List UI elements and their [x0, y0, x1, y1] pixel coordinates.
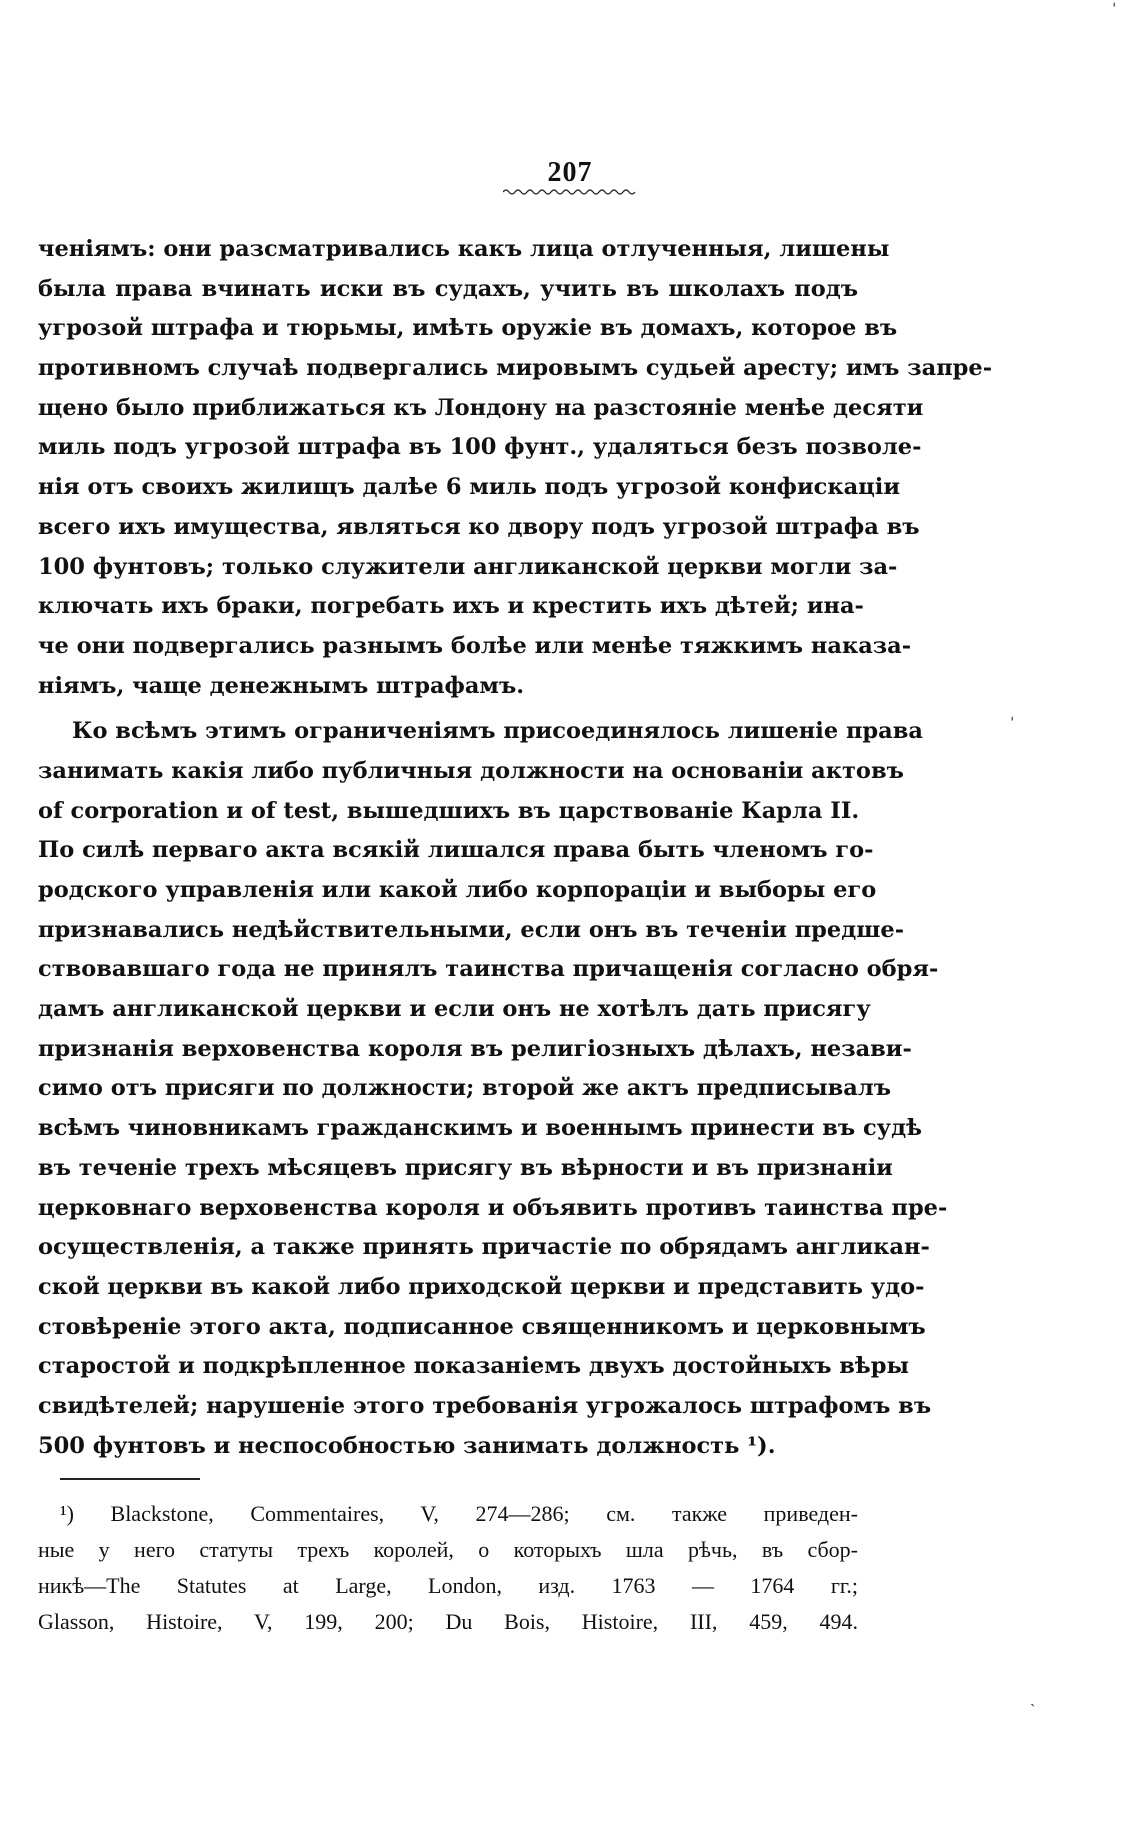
paragraph-line: дамъ англиканской церкви и если онъ не хотѣлъ дать присягу [38, 996, 871, 1023]
page-header [0, 158, 1140, 196]
footnote-line: ные у него статуты трехъ королей, о которыхъ шла рѣчь, въ сбор- [38, 1537, 858, 1562]
footnote-divider [60, 1478, 200, 1480]
paragraph-line: of corporation и of test, вышедшихъ въ царствованіе Карла II. [38, 797, 860, 824]
paragraph-line: миль подъ угрозой штрафа въ 100 фунт., удаляться безъ позволе- [38, 434, 922, 461]
body-text [38, 230, 993, 1466]
paragraph-line: свидѣтелей; нарушеніе этого требованія угрожалось штрафомъ въ [38, 1392, 932, 1419]
paragraph-line: занимать какія либо публичныя должности на основаніи актовъ [38, 757, 904, 784]
paragraph-line: ніямъ, чаще денежнымъ штрафамъ. [38, 672, 525, 699]
paragraph-line: угрозой штрафа и тюрьмы, имѣть оружіе въ домахъ, которое въ [38, 315, 898, 342]
paragraph-line: 500 фунтовъ и неспособностью занимать должность ¹). [38, 1432, 776, 1459]
paragraph-line: Ко всѣмъ этимъ ограниченіямъ присоединялось лишеніе права [72, 718, 923, 745]
paragraph-line: всего ихъ имущества, являться ко двору подъ угрозой штрафа въ [38, 513, 920, 540]
paragraph-line: осуществленія, а также принять причастіе по обрядамъ англикан- [38, 1234, 930, 1261]
paragraph-line: признавались недѣйствительными, если онъ въ теченіи предше- [38, 916, 905, 943]
paragraph-line: старостой и подкрѣпленное показаніемъ двухъ достойныхъ вѣры [38, 1353, 910, 1380]
scan-mark: ˏ [1030, 1688, 1036, 1707]
footnote-line: никѣ—The Statutes at Large, London, изд. 1763 — 1764 гг.; [38, 1573, 858, 1598]
paragraph-line: была права вчинать иски въ судахъ, учить въ школахъ подъ [38, 275, 858, 302]
paragraph-line: че они подвергались разнымъ болѣе или менѣе тяжкимъ наказа- [38, 632, 912, 659]
wavy-rule-ornament [503, 188, 637, 196]
scan-mark: ˈ [1010, 714, 1015, 733]
paragraph-line: противномъ случаѣ подвергались мировымъ судьей аресту; имъ запре- [38, 355, 993, 382]
paragraph-line: щено было приближаться къ Лондону на разстояніе менѣе десяти [38, 394, 924, 421]
paragraph-line: 100 фунтовъ; только служители англиканской церкви могли за- [38, 553, 898, 580]
paragraph-line: ской церкви въ какой либо приходской церкви и представить удо- [38, 1273, 925, 1300]
paragraph-line: ченіямъ: они разсматривались какъ лица отлученныя, лишены [38, 236, 890, 262]
paragraph-line: всѣмъ чиновникамъ гражданскимъ и военнымъ принести въ судѣ [38, 1115, 922, 1142]
paragraph-line: родского управленія или какой либо корпораціи и выборы его [38, 877, 877, 903]
paragraph-line: въ теченіе трехъ мѣсяцевъ присягу въ вѣрности и въ признаніи [38, 1154, 893, 1181]
footnote-line: Glasson, Histoire, V, 199, 200; Du Bois, Histoire, III, 459, 494. [38, 1609, 858, 1634]
paragraph-line: симо отъ присяги по должности; второй же актъ предписывалъ [38, 1075, 892, 1102]
paragraph-line: нія отъ своихъ жилищъ далѣе 6 миль подъ угрозой конфискаціи [38, 474, 901, 501]
page-number: 207 [547, 157, 593, 188]
paragraph-line: признанія верховенства короля въ религіозныхъ дѣлахъ, незави- [38, 1035, 912, 1062]
footnotes [38, 1496, 858, 1640]
paragraph-line: ключать ихъ браки, погребать ихъ и крестить ихъ дѣтей; ина- [38, 593, 864, 620]
scan-mark: ˈ [1112, 0, 1117, 19]
paragraph-line: церковнаго верховенства короля и объявить противъ таинства пре- [38, 1194, 948, 1221]
footnote-line: ¹) Blackstone, Commentaires, V, 274—286; см. также приведен- [60, 1501, 858, 1526]
paragraph-line: стовѣреніе этого акта, подписанное священникомъ и церковнымъ [38, 1313, 926, 1340]
paragraph-line: ствовавшаго года не принялъ таинства причащенія согласно обря- [38, 956, 939, 983]
paragraph-line: По силѣ перваго акта всякій лишался права быть членомъ го- [38, 837, 874, 864]
